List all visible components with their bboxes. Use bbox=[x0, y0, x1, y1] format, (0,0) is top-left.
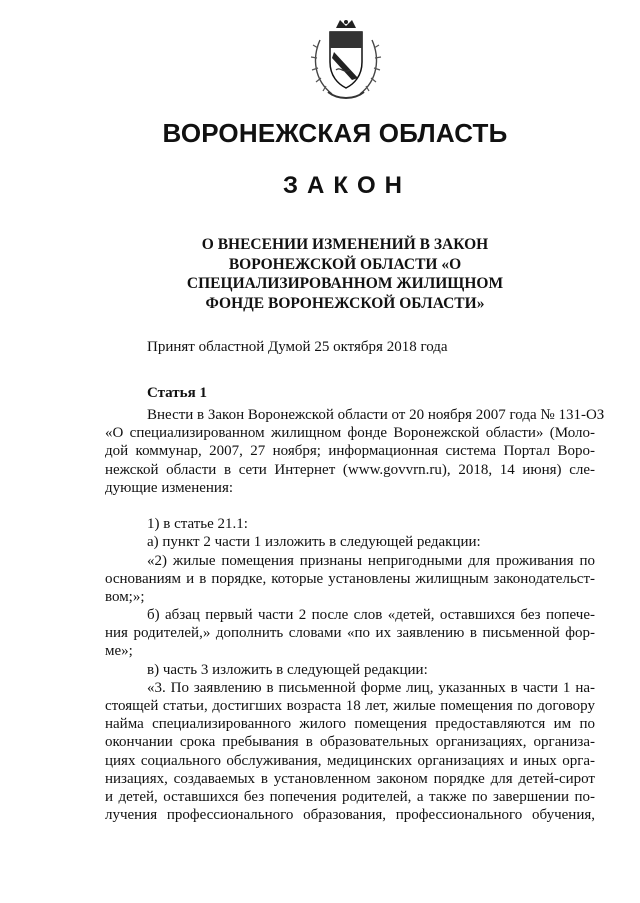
text-line: «2) жилые помещения признаны непригодными для проживания по bbox=[147, 552, 595, 569]
text-line: в) часть 3 изложить в следующей редакции: bbox=[147, 661, 428, 678]
law-heading: ЗАКОН bbox=[282, 172, 411, 199]
region-heading: ВОРОНЕЖСКАЯ ОБЛАСТЬ bbox=[162, 118, 508, 148]
text-line: ния родителей,» дополнить словами «по их заявлению в письменной фор- bbox=[105, 625, 595, 642]
text-line: дующие изменения: bbox=[105, 479, 234, 496]
text-line: а) пункт 2 части 1 изложить в следующей редакции: bbox=[147, 534, 481, 551]
article-body bbox=[105, 406, 605, 824]
text-line: нежской области в сети Интернет (www.govvrn.ru), 2018, 14 июня) сле- bbox=[105, 461, 595, 478]
adoption-note: Принят областной Думой 25 октября 2018 года bbox=[147, 339, 448, 355]
text-line: 1) в статье 21.1: bbox=[147, 516, 248, 533]
text-line: найма специализированного жилого помещения предоставляются им по bbox=[105, 716, 595, 733]
title-line: О ВНЕСЕНИИ ИЗМЕНЕНИЙ В ЗАКОН bbox=[201, 236, 489, 253]
document-title bbox=[150, 235, 540, 313]
text-line: стоящей статьи, достигших возраста 18 лет, жилые помещения по договору bbox=[105, 698, 595, 714]
text-line: основаниям и в порядке, которые установлены жилищным законодательст- bbox=[105, 570, 595, 587]
text-line: окончании срока пребывания в образовательных организациях, организа- bbox=[105, 734, 595, 751]
text-line: вом;»; bbox=[105, 588, 145, 605]
title-line: ВОРОНЕЖСКОЙ ОБЛАСТИ «О bbox=[228, 255, 462, 273]
text-line: низациях, создаваемых в установленном законом порядке для детей-сирот bbox=[105, 770, 595, 787]
text-line: «3. По заявлению в письменной форме лиц, указанных в части 1 на- bbox=[147, 679, 595, 696]
text-line: «О специализированном жилищном фонде Воронежской области» (Моло- bbox=[105, 425, 595, 442]
title-line: ФОНДЕ ВОРОНЕЖСКОЙ ОБЛАСТИ» bbox=[205, 294, 485, 312]
text-line: лучения профессионального образования, профессионального обучения, bbox=[105, 807, 595, 824]
text-line: дой коммунар, 2007, 27 ноября; информационная система Портал Воро- bbox=[105, 443, 595, 460]
text-line: Внести в Закон Воронежской области от 20 ноября 2007 года № 131-ОЗ bbox=[147, 407, 605, 423]
text-line: циях социального обслуживания, медицинских организациях и иных орга- bbox=[105, 752, 595, 769]
text-line: и детей, оставшихся без попечения родителей, а также по завершении по- bbox=[105, 788, 595, 805]
article-heading: Статья 1 bbox=[147, 385, 207, 401]
text-line: б) абзац первый части 2 после слов «детей, оставшихся без попече- bbox=[147, 607, 595, 624]
coat-of-arms-emblem bbox=[306, 18, 386, 104]
title-line: СПЕЦИАЛИЗИРОВАННОМ ЖИЛИЩНОМ bbox=[186, 275, 504, 292]
text-line: ме»; bbox=[105, 643, 133, 660]
